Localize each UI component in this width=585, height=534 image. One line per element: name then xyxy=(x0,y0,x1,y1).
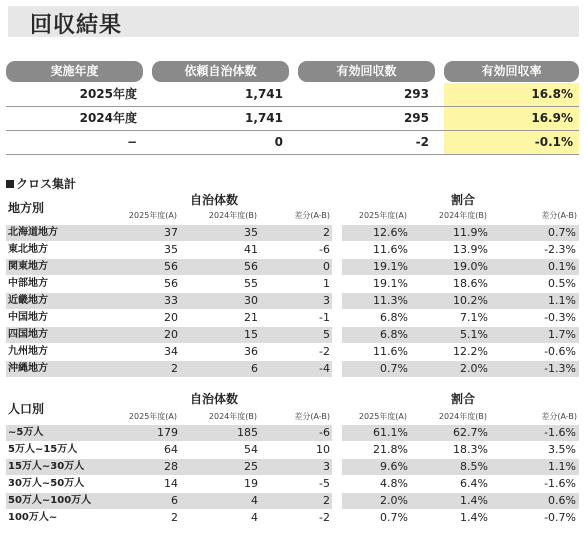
ratio-diff: -0.7% xyxy=(544,511,576,524)
row-label: 中部地方 xyxy=(8,278,48,289)
ratio-2024: 5.1% xyxy=(460,328,488,341)
table-row xyxy=(6,310,579,327)
row-label: 50万人~100万人 xyxy=(8,495,92,506)
region-count-header: 自治体数 xyxy=(190,193,239,207)
count-2024: 54 xyxy=(244,443,258,456)
table-row xyxy=(6,425,579,442)
ratio-2024: 6.4% xyxy=(460,477,488,490)
table-row xyxy=(6,242,579,259)
population-subheader: 2024年度(B) xyxy=(208,412,257,421)
count-2024: 55 xyxy=(244,277,258,290)
ratio-2025: 4.8% xyxy=(380,477,408,490)
region-subheader: 2024年度(B) xyxy=(208,211,257,220)
ratio-diff: 0.7% xyxy=(548,226,576,239)
region-subheader: 2024年度(B) xyxy=(438,211,487,220)
region-table xyxy=(6,225,579,378)
count-2024: 35 xyxy=(244,226,258,239)
ratio-2025: 11.6% xyxy=(373,345,408,358)
count-2025: 56 xyxy=(164,260,178,273)
row-label: 100万人~ xyxy=(8,512,58,523)
ratio-2025: 0.7% xyxy=(380,362,408,375)
count-2024: 21 xyxy=(244,311,258,324)
ratio-2024: 19.0% xyxy=(453,260,488,273)
count-2025: 33 xyxy=(164,294,178,307)
count-2025: 2 xyxy=(171,362,178,375)
count-2025: 56 xyxy=(164,277,178,290)
population-subheader: 差分(A-B) xyxy=(541,412,577,421)
summary-table xyxy=(6,59,579,155)
count-diff: 10 xyxy=(316,443,330,456)
ratio-2025: 11.3% xyxy=(373,294,408,307)
count-diff: 2 xyxy=(323,494,330,507)
summary-requested: 1,741 xyxy=(245,111,283,125)
ratio-diff: -1.6% xyxy=(544,477,576,490)
population-ratio-header: 割合 xyxy=(451,392,476,406)
region-subheader: 差分(A-B) xyxy=(541,211,577,220)
cross-section-title xyxy=(6,175,76,192)
ratio-2025: 61.1% xyxy=(373,426,408,439)
table-row xyxy=(6,293,579,310)
count-2025: 6 xyxy=(171,494,178,507)
population-table xyxy=(6,425,579,527)
count-2025: 34 xyxy=(164,345,178,358)
ratio-2024: 1.4% xyxy=(460,494,488,507)
row-label: 東北地方 xyxy=(8,244,48,255)
count-2025: 14 xyxy=(164,477,178,490)
count-diff: -1 xyxy=(319,311,330,324)
table-row xyxy=(6,327,579,344)
row-label: 北海道地方 xyxy=(8,227,58,238)
row-label: 沖縄地方 xyxy=(8,363,48,374)
count-diff: -6 xyxy=(319,243,330,256)
count-diff: 1 xyxy=(323,277,330,290)
summary-valid-rate: 16.9% xyxy=(444,107,579,130)
ratio-2025: 6.8% xyxy=(380,311,408,324)
summary-valid-count: -2 xyxy=(415,135,429,149)
table-row xyxy=(6,276,579,293)
count-diff: 0 xyxy=(323,260,330,273)
table-row xyxy=(6,476,579,493)
summary-row xyxy=(6,131,579,155)
ratio-2024: 2.0% xyxy=(460,362,488,375)
row-label: 30万人~50万人 xyxy=(8,478,85,489)
ratio-diff: 3.5% xyxy=(548,443,576,456)
population-subheader: 差分(A-B) xyxy=(294,412,330,421)
population-subheader: 2024年度(B) xyxy=(438,412,487,421)
ratio-2024: 13.9% xyxy=(453,243,488,256)
summary-valid-count: 295 xyxy=(403,111,429,125)
population-subheader: 2025年度(A) xyxy=(358,412,407,421)
summary-header-year: 実施年度 xyxy=(6,61,143,82)
summary-row xyxy=(6,107,579,131)
count-2024: 25 xyxy=(244,460,258,473)
row-label: ~5万人 xyxy=(8,427,44,438)
ratio-2025: 0.7% xyxy=(380,511,408,524)
count-2024: 6 xyxy=(251,362,258,375)
ratio-diff: -1.6% xyxy=(544,426,576,439)
row-label: 5万人~15万人 xyxy=(8,444,78,455)
region-subheader: 差分(A-B) xyxy=(294,211,330,220)
ratio-2025: 11.6% xyxy=(373,243,408,256)
count-diff: 2 xyxy=(323,226,330,239)
summary-requested: 0 xyxy=(274,135,283,149)
ratio-2024: 7.1% xyxy=(460,311,488,324)
region-subheader: 2025年度(A) xyxy=(128,211,177,220)
count-2024: 41 xyxy=(244,243,258,256)
ratio-2025: 19.1% xyxy=(373,260,408,273)
table-row xyxy=(6,459,579,476)
summary-header-requested: 依頼自治体数 xyxy=(152,61,289,82)
summary-valid-rate: -0.1% xyxy=(444,131,579,154)
ratio-2024: 18.6% xyxy=(453,277,488,290)
ratio-2024: 10.2% xyxy=(453,294,488,307)
row-label: 九州地方 xyxy=(8,346,48,357)
square-bullet-icon xyxy=(6,180,14,188)
count-2025: 35 xyxy=(164,243,178,256)
count-2024: 15 xyxy=(244,328,258,341)
population-label: 人口別 xyxy=(8,402,45,416)
ratio-2025: 6.8% xyxy=(380,328,408,341)
count-2025: 28 xyxy=(164,460,178,473)
summary-year: 2025年度 xyxy=(79,87,137,101)
count-diff: -5 xyxy=(319,477,330,490)
count-2025: 20 xyxy=(164,311,178,324)
count-2025: 37 xyxy=(164,226,178,239)
count-2024: 19 xyxy=(244,477,258,490)
row-label: 15万人~30万人 xyxy=(8,461,85,472)
count-diff: -4 xyxy=(319,362,330,375)
cross-section-title-text: クロス集計 xyxy=(16,177,77,191)
row-label: 中国地方 xyxy=(8,312,48,323)
count-diff: -6 xyxy=(319,426,330,439)
row-label: 近畿地方 xyxy=(8,295,48,306)
table-row xyxy=(6,361,579,378)
table-row xyxy=(6,493,579,510)
summary-header-valid-rate: 有効回収率 xyxy=(444,61,579,82)
ratio-2025: 2.0% xyxy=(380,494,408,507)
ratio-2025: 19.1% xyxy=(373,277,408,290)
population-subheader: 2025年度(A) xyxy=(128,412,177,421)
ratio-2024: 8.5% xyxy=(460,460,488,473)
count-2025: 20 xyxy=(164,328,178,341)
region-label: 地方別 xyxy=(8,201,45,215)
ratio-2024: 1.4% xyxy=(460,511,488,524)
ratio-2025: 12.6% xyxy=(373,226,408,239)
summary-year: − xyxy=(126,135,137,149)
count-diff: -2 xyxy=(319,511,330,524)
count-2024: 185 xyxy=(237,426,258,439)
ratio-diff: 0.6% xyxy=(548,494,576,507)
row-label: 関東地方 xyxy=(8,261,48,272)
summary-header-row xyxy=(6,59,579,83)
ratio-diff: 1.7% xyxy=(548,328,576,341)
table-row xyxy=(6,344,579,361)
ratio-2024: 12.2% xyxy=(453,345,488,358)
ratio-2025: 21.8% xyxy=(373,443,408,456)
population-count-header: 自治体数 xyxy=(190,392,239,406)
ratio-diff: 1.1% xyxy=(548,460,576,473)
ratio-2024: 18.3% xyxy=(453,443,488,456)
summary-requested: 1,741 xyxy=(245,87,283,101)
region-ratio-header: 割合 xyxy=(451,193,476,207)
count-2024: 30 xyxy=(244,294,258,307)
ratio-diff: -0.6% xyxy=(544,345,576,358)
summary-valid-rate: 16.8% xyxy=(444,83,579,106)
ratio-2024: 11.9% xyxy=(453,226,488,239)
count-2024: 56 xyxy=(244,260,258,273)
ratio-diff: 0.1% xyxy=(548,260,576,273)
summary-valid-count: 293 xyxy=(403,87,429,101)
count-2024: 4 xyxy=(251,511,258,524)
ratio-diff: -0.3% xyxy=(544,311,576,324)
count-2024: 36 xyxy=(244,345,258,358)
summary-header-valid-count: 有効回収数 xyxy=(298,61,435,82)
ratio-2024: 62.7% xyxy=(453,426,488,439)
ratio-diff: 0.5% xyxy=(548,277,576,290)
table-row xyxy=(6,510,579,527)
count-2025: 64 xyxy=(164,443,178,456)
summary-year: 2024年度 xyxy=(79,111,137,125)
ratio-diff: 1.1% xyxy=(548,294,576,307)
summary-row xyxy=(6,83,579,107)
count-diff: 5 xyxy=(323,328,330,341)
count-diff: -2 xyxy=(319,345,330,358)
count-2025: 179 xyxy=(157,426,178,439)
row-label: 四国地方 xyxy=(8,329,48,340)
ratio-diff: -2.3% xyxy=(544,243,576,256)
region-subheader: 2025年度(A) xyxy=(358,211,407,220)
count-2025: 2 xyxy=(171,511,178,524)
table-row xyxy=(6,442,579,459)
table-row xyxy=(6,225,579,242)
table-row xyxy=(6,259,579,276)
count-diff: 3 xyxy=(323,294,330,307)
count-2024: 4 xyxy=(251,494,258,507)
ratio-2025: 9.6% xyxy=(380,460,408,473)
count-diff: 3 xyxy=(323,460,330,473)
ratio-diff: -1.3% xyxy=(544,362,576,375)
page-title: 回収結果 xyxy=(30,13,123,38)
